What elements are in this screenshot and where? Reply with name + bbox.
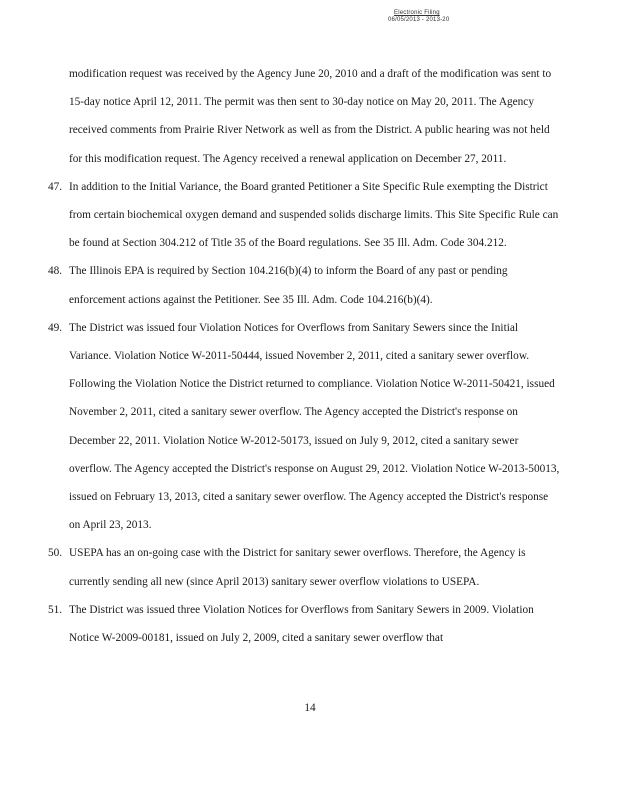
continuation-text: modification request was received by the Agency June 20, 2010 and a draft of the modification was sent to 15-day notice April 12, 2011. The permit was then sent to 30-day notice on May 20, 2011. The Agency received comments from Prairie River Network as well as from the District. A public hearing was not held for this modification request. The Agency received a renewal application on December 27, 2011. <box>69 68 552 165</box>
paragraph-text: The District was issued four Violation Notices for Overflows from Sanitary Sewers since the Initial Variance. Violation Notice W-2011-50444, issued November 2, 2011, cited a sanitary sewer overflow. Following the Violation Notice the District returned to compliance. Violation Notice W-2011-50421, issued November 2, 2011, cited a sanitary sewer overflow. The Agency accepted the District's response on December 22, 2011. Violation Notice W-2012-50173, issued on July 9, 2012, cited a sanitary sewer overflow. The Agency accepted the District's response on August 29, 2012. Violation Notice W-2013-50013, issued on February 13, 2013, cited a sanitary sewer overflow. The Agency accepted the District's response on April 23, 2013. <box>69 321 560 532</box>
paragraph-48 <box>48 257 562 313</box>
paragraph-text: The District was issued three Violation Notices for Overflows from Sanitary Sewers in 2009. Violation Notice W-2009-00181, issued on July 2, 2009, cited a sanitary sewer overflow that <box>69 603 534 645</box>
paragraph-number: 47. <box>48 180 63 193</box>
paragraph-number: 48. <box>48 265 63 278</box>
paragraph-47 <box>48 173 562 258</box>
paragraph-text: The Illinois EPA is required by Section 104.216(b)(4) to inform the Board of any past or pending enforcement actions against the Petitioner. See 35 Ill. Adm. Code 104.216(b)(4). <box>69 265 508 306</box>
paragraph-text: USEPA has an on-going case with the District for sanitary sewer overflows. Therefore, the Agency is currently sending all new (since April 2013) sanitary sewer overflow violations to USEPA. <box>69 547 526 588</box>
continuation-paragraph <box>48 60 562 173</box>
paragraph-number: 49. <box>48 321 63 334</box>
numbered-paragraphs <box>48 173 562 652</box>
paragraph-number: 51. <box>48 603 63 616</box>
paragraph-text: In addition to the Initial Variance, the Board granted Petitioner a Site Specific Rule exempting the District from certain biochemical oxygen demand and suspended solids discharge limits. This Site Specific Rule can be found at Section 304.212 of Title 35 of the Board regulations. See 35 Ill. Adm. Code 304.212. <box>69 180 559 250</box>
paragraph-49 <box>48 314 562 540</box>
paragraph-number: 50. <box>48 547 63 560</box>
paragraph-50 <box>48 539 562 595</box>
electronic-filing-stamp <box>388 10 454 24</box>
document-body <box>48 60 562 652</box>
paragraph-51 <box>48 596 562 652</box>
stamp-title: Electronic Filing <box>394 10 440 16</box>
stamp-date: 06/05/2013 - 2013-20 <box>388 17 450 23</box>
page-number: 14 <box>304 702 316 714</box>
